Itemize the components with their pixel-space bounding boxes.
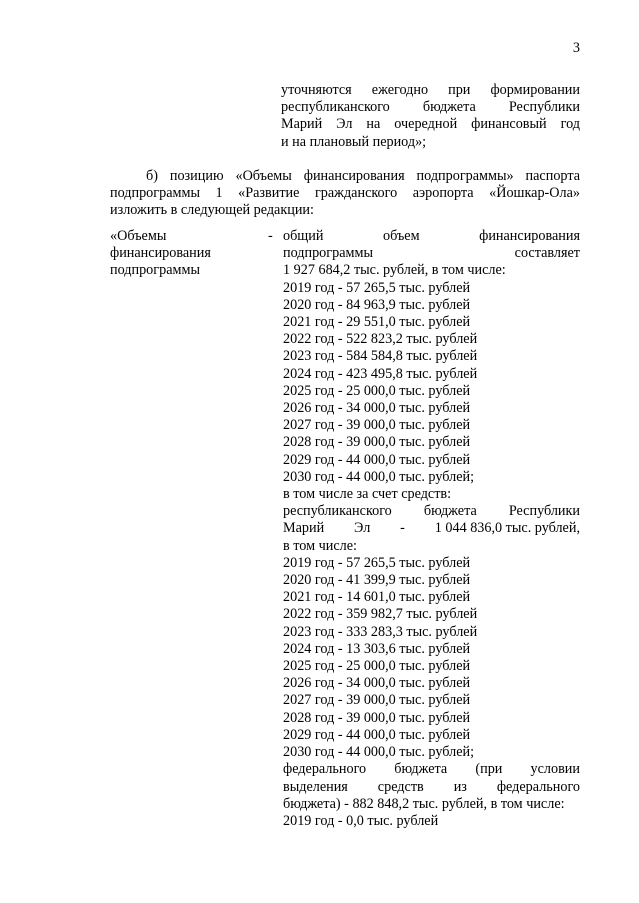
total-line: 1 927 684,2 тыс. рублей, в том числе: <box>283 262 506 279</box>
amendment-intro <box>110 168 580 220</box>
year-amount: 2023 год - 333 283,3 тыс. рублей <box>283 623 478 640</box>
year-amount: 2030 год - 44 000,0 тыс. рублей; <box>283 744 475 761</box>
republic-part: 1 044 836,0 тыс. рублей, <box>434 520 580 537</box>
label-line: «Объемы <box>110 228 167 244</box>
total-line: подпрограммы составляет <box>283 245 580 262</box>
federal-line: выделения средств из федерального <box>283 778 580 795</box>
year-amount: 2026 год - 34 000,0 тыс. рублей <box>283 400 471 417</box>
republic-part: Эл <box>354 520 371 537</box>
continued-paragraph <box>281 82 580 151</box>
intro-line: б) позицию «Объемы финансирования подпрограммы» паспорта <box>146 168 580 184</box>
total-years-list <box>283 280 580 486</box>
year-amount: 2025 год - 25 000,0 тыс. рублей <box>283 382 471 399</box>
republic-part: - <box>400 520 405 537</box>
total-line: общий объем финансирования <box>283 228 580 244</box>
funds-intro: в том числе за счет средств: <box>283 486 452 503</box>
year-amount: 2024 год - 13 303,6 тыс. рублей <box>283 640 471 657</box>
year-amount: 2024 год - 423 495,8 тыс. рублей <box>283 365 478 382</box>
year-amount: 2025 год - 25 000,0 тыс. рублей <box>283 658 471 675</box>
paragraph-line: уточняются ежегодно при формировании <box>281 82 580 98</box>
label-line: финансирования <box>110 245 211 262</box>
year-amount: 2019 год - 0,0 тыс. рублей <box>283 812 439 829</box>
republic-amount-line <box>283 520 580 537</box>
position-label <box>110 228 270 280</box>
year-amount: 2022 год - 522 823,2 тыс. рублей <box>283 331 478 348</box>
republic-part: Марий <box>283 520 325 537</box>
federal-line: бюджета) - 882 848,2 тыс. рублей, в том числе: <box>283 795 565 812</box>
paragraph-line: республиканского бюджета Республики <box>281 99 580 116</box>
intro-line: подпрограммы 1 «Развитие гражданского аэропорта «Йошкар-Ола» <box>110 185 580 202</box>
page-number: 3 <box>572 40 580 56</box>
paragraph-line: и на плановый период»; <box>281 133 427 150</box>
year-amount: 2022 год - 359 982,7 тыс. рублей <box>283 606 478 623</box>
intro-line: изложить в следующей редакции: <box>110 202 314 219</box>
year-amount: 2028 год - 39 000,0 тыс. рублей <box>283 434 471 451</box>
year-amount: 2027 год - 39 000,0 тыс. рублей <box>283 692 471 709</box>
year-amount: 2029 год - 44 000,0 тыс. рублей <box>283 451 471 468</box>
year-amount: 2021 год - 29 551,0 тыс. рублей <box>283 314 471 331</box>
year-amount: 2019 год - 57 265,5 тыс. рублей <box>283 554 471 571</box>
year-amount: 2019 год - 57 265,5 тыс. рублей <box>283 279 471 296</box>
year-amount: 2026 год - 34 000,0 тыс. рублей <box>283 675 471 692</box>
year-amount: 2021 год - 14 601,0 тыс. рублей <box>283 589 471 606</box>
year-amount: 2027 год - 39 000,0 тыс. рублей <box>283 417 471 434</box>
year-amount: 2028 год - 39 000,0 тыс. рублей <box>283 709 471 726</box>
federal-years-list <box>283 813 580 830</box>
republic-years-list <box>283 555 580 761</box>
year-amount: 2023 год - 584 584,8 тыс. рублей <box>283 348 478 365</box>
federal-line: федерального бюджета (при условии <box>283 761 580 778</box>
year-amount: 2029 год - 44 000,0 тыс. рублей <box>283 726 471 743</box>
financing-content <box>283 228 580 830</box>
year-amount: 2030 год - 44 000,0 тыс. рублей; <box>283 468 475 485</box>
republic-line: республиканского бюджета Республики <box>283 503 580 520</box>
label-line: подпрограммы <box>110 262 200 279</box>
label-dash: - <box>268 228 273 244</box>
year-amount: 2020 год - 84 963,9 тыс. рублей <box>283 296 471 313</box>
paragraph-line: Марий Эл на очередной финансовый год <box>281 116 580 133</box>
year-amount: 2020 год - 41 399,9 тыс. рублей <box>283 572 471 589</box>
republic-line: в том числе: <box>283 537 357 554</box>
